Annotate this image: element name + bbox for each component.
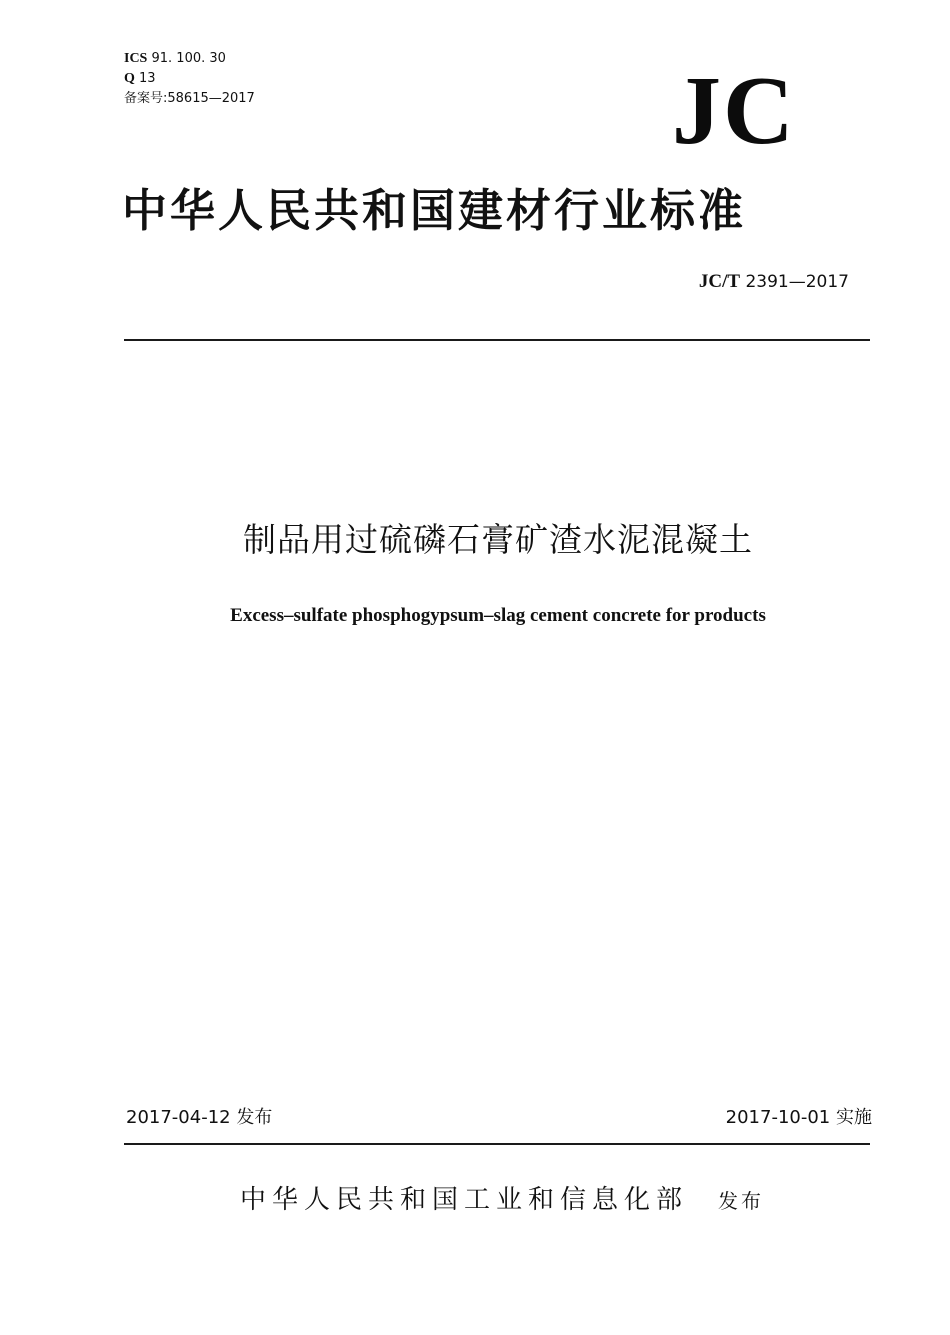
standard-code-number: 2391—2017 — [745, 272, 849, 292]
jc-logo: JC — [672, 57, 796, 165]
ics-classification — [124, 51, 226, 67]
document-title-english: Excess–sulfate phosphogypsum–slag cement concrete for products — [230, 605, 766, 626]
record-number: 备案号:58615—2017 — [124, 91, 255, 106]
implementation-date: 2017-10-01 实施 — [725, 1107, 872, 1128]
standard-code-prefix: JC/T — [698, 271, 741, 292]
footer-divider — [124, 1143, 870, 1145]
issue-date: 2017-04-12 发布 — [126, 1107, 273, 1128]
ics-code: 91. 100. 30 — [151, 51, 226, 66]
ccs-classification — [124, 71, 156, 87]
header-divider — [124, 339, 870, 341]
ccs-code: 13 — [139, 71, 156, 86]
standard-code — [699, 272, 849, 292]
document-title-chinese: 制品用过硫磷石膏矿渣水泥混凝土 — [243, 520, 753, 559]
issuing-authority: 中华人民共和国工业和信息化部 — [240, 1185, 689, 1215]
ics-label: ICS — [124, 51, 148, 66]
ccs-label: Q — [124, 71, 135, 86]
standard-category-title: 中华人民共和国建材行业标准 — [122, 184, 747, 237]
issuing-action: 发布 — [718, 1189, 764, 1213]
